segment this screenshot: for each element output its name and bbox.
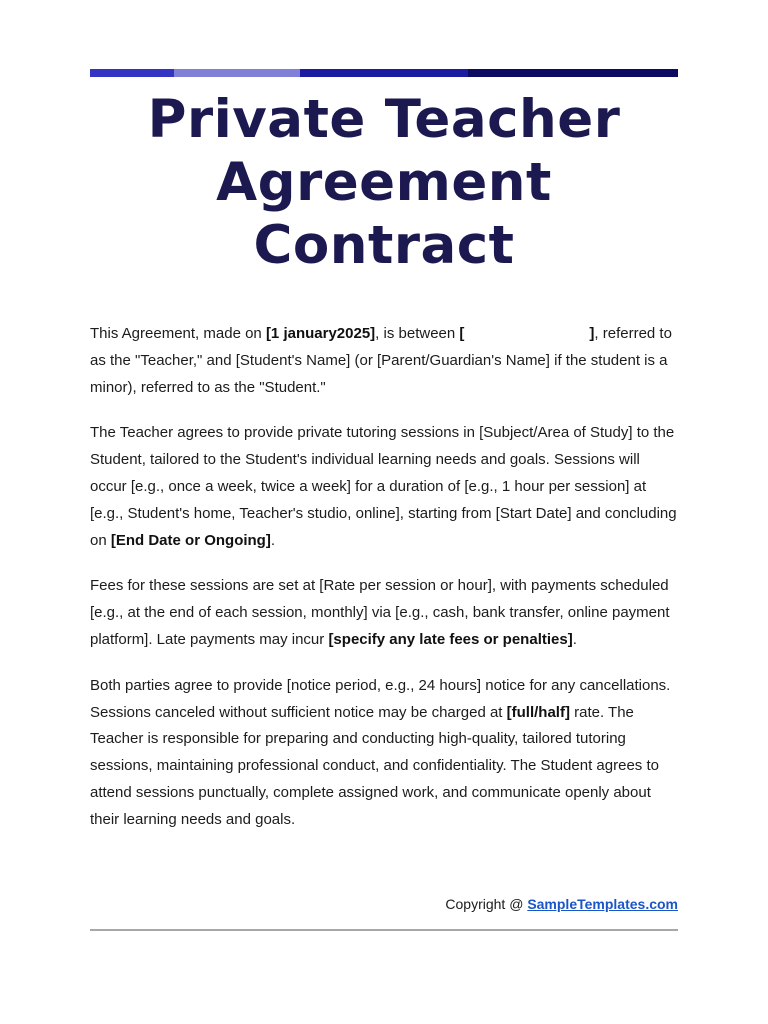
- paragraph-cancellations: [90, 673, 678, 834]
- footer-divider: [90, 929, 678, 931]
- paragraph-text: Fees for these sessions are set at [Rate per session or hour], with payments scheduled [e.g., at the end of each session, monthly] via [e.g., cash, bank transfer, online payment platform]. Late payments may incur: [90, 577, 670, 648]
- footer-copyright: [90, 896, 678, 912]
- document-title: Private Teacher Agreement Contract: [147, 89, 621, 276]
- paragraph-text: Both parties agree to provide [notice period, e.g., 24 hours] notice for any cancellations. Sessions canceled without sufficient notice may be charged at: [90, 676, 671, 721]
- header-color-bar: [90, 69, 678, 77]
- paragraph-text: The Teacher agrees to provide private tutoring sessions in [Subject/Area of Study] to the Student, tailored to the Student's individual learning needs and goals. Sessions will occur [e.g., once a week, twice a week] for a duration of [e.g., 1 hour per session] at [e.g., Student's home, Teacher's studio, online], starting from [Start Date] and concluding on: [90, 424, 677, 549]
- copyright-label: Copyright @: [445, 896, 528, 912]
- color-bar-segment: [90, 69, 174, 77]
- paragraph-text: .: [270, 531, 276, 549]
- color-bar-segment: [300, 69, 468, 77]
- paragraph-text: .: [572, 630, 577, 648]
- agreement-date: [1 january2025]: [265, 325, 376, 342]
- teacher-name-blank: [ ]: [459, 325, 595, 342]
- paragraph-parties: [90, 321, 678, 401]
- paragraph-text: , referred to as the "Teacher," and [Student's Name] (or [Parent/Guardian's Name] if the student is a minor), referred to as the "Student.": [90, 325, 672, 396]
- sampletemplates-link[interactable]: SampleTemplates.com: [527, 896, 678, 912]
- paragraph-sessions: [90, 420, 678, 554]
- paragraph-text: , is between: [375, 325, 460, 342]
- color-bar-segment: [174, 69, 300, 77]
- late-fees-placeholder: [specify any late fees or penalties]: [328, 630, 573, 648]
- paragraph-text: This Agreement, made on: [90, 325, 266, 342]
- color-bar-segment: [468, 69, 678, 77]
- document-body: [90, 321, 678, 853]
- paragraph-text: rate. The Teacher is responsible for preparing and conducting high-quality, tailored tutoring sessions, maintaining professional conduct, and confidentiality. The Student agrees to attend sessions punctually, complete assigned work, and communicate openly about their learning needs and goals.: [90, 703, 659, 828]
- paragraph-fees: [90, 573, 678, 653]
- end-date-placeholder: [End Date or Ongoing]: [110, 531, 271, 549]
- charge-rate-placeholder: [full/half]: [506, 703, 570, 721]
